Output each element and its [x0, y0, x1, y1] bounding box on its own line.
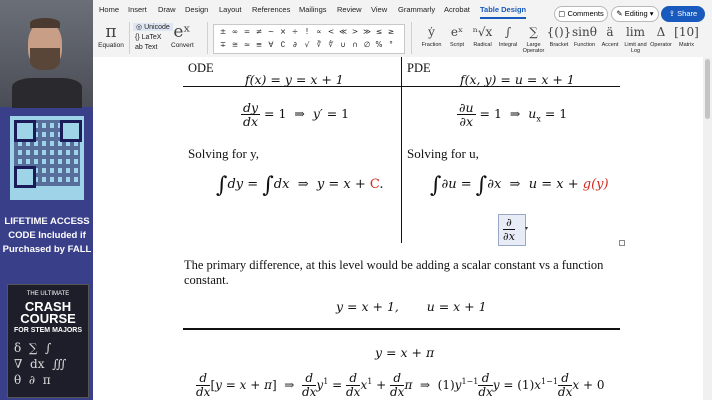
tab-references[interactable]: References — [252, 5, 291, 14]
text-label: Text — [144, 44, 158, 51]
structure-label: Radical — [473, 42, 492, 48]
tab-home[interactable]: Home — [99, 5, 120, 14]
equation-options-chevron-icon[interactable]: ▾ — [525, 226, 529, 232]
structure-label: Bracket — [549, 42, 569, 48]
structure-script-button[interactable] — [445, 22, 470, 48]
comments-label: Comments — [567, 9, 604, 18]
symbol-button[interactable]: ÷ — [291, 27, 299, 36]
script-icon: eˣ — [450, 25, 464, 39]
operator-icon: Δ — [656, 25, 666, 39]
structure-label: Fraction — [421, 42, 442, 48]
symbol-button[interactable]: < — [327, 27, 335, 36]
share-button[interactable] — [661, 6, 705, 22]
divider — [411, 22, 412, 54]
book-cover — [7, 284, 89, 398]
symbol-button[interactable]: > — [351, 27, 359, 36]
structure-label: Integral — [498, 42, 518, 48]
symbol-button[interactable]: ∀ — [268, 40, 274, 49]
symbols-gallery — [213, 24, 405, 54]
symbol-button[interactable]: ∞ — [231, 27, 239, 36]
structure-label: Limit and Log — [624, 42, 647, 54]
equation-label: Equation — [98, 42, 124, 49]
integral-icon: ∫ — [504, 25, 512, 39]
pencil-icon: ✎ — [616, 9, 625, 18]
ribbon — [93, 0, 712, 58]
pde-function: f(x, y) = u = x + 1 — [460, 72, 575, 87]
unicode-option[interactable]: ◎ Unicode — [133, 23, 173, 31]
symbol-button[interactable]: ∩ — [352, 40, 358, 49]
presenter-hair — [30, 18, 60, 28]
editing-label: Editing — [624, 9, 648, 18]
symbol-button[interactable]: ! — [305, 27, 309, 36]
table-column-divider — [401, 57, 402, 243]
fraction-icon: ẏ — [428, 25, 435, 39]
symbol-button[interactable]: ∁ — [280, 40, 286, 49]
symbol-button[interactable]: ∜ — [328, 40, 334, 49]
symbol-button[interactable]: ± — [219, 27, 227, 36]
chevron-down-icon: ▾ — [647, 9, 654, 18]
structure-operator-button[interactable] — [649, 22, 674, 48]
tab-view[interactable]: View — [371, 5, 388, 14]
ode-derivative: $\frac{dy}{dx}$ = 1 ⇒ y′ = 1 — [243, 100, 350, 129]
symbol-button[interactable]: ∛ — [316, 40, 322, 49]
symbol-button[interactable]: ∓ — [219, 40, 227, 49]
section-rule — [183, 328, 620, 330]
structure-label: Large Operator — [522, 42, 545, 54]
pde-integral: ∫∂u = ∫∂x ⇒ u = x + g(y) — [430, 173, 609, 198]
structure-matrix-button[interactable] — [674, 22, 699, 48]
pi-icon: π — [105, 22, 117, 42]
equation-edit-box[interactable] — [498, 214, 529, 246]
symbol-button[interactable]: ∅ — [363, 40, 371, 49]
body-paragraph: The primary difference, at this level would be adding a scalar constant vs a function constant. — [184, 258, 604, 287]
structure-label: Matrix — [679, 42, 694, 48]
comment-icon: ▢ — [558, 9, 568, 18]
convert-label: Convert — [171, 42, 194, 49]
convert-icon: eˣ — [173, 22, 191, 42]
tab-design[interactable]: Design — [185, 5, 209, 14]
book-cover-art: δ ∑ ∫ ∇ dx ∭ θ ∂ π — [14, 341, 67, 387]
pde-header: PDE — [407, 61, 431, 75]
structure-function-button[interactable] — [572, 22, 597, 48]
ode-integral: ∫dy = ∫dx ⇒ y = x + C. — [216, 173, 384, 198]
equation-button[interactable] — [97, 22, 125, 49]
symbol-button[interactable]: ≈ — [243, 40, 251, 49]
divider — [207, 22, 208, 54]
ode-header: ODE — [188, 61, 214, 75]
tab-grammarly[interactable]: Grammarly — [398, 5, 436, 14]
accent-icon: ä — [606, 25, 614, 39]
tab-mailings[interactable]: Mailings — [299, 5, 327, 14]
structure-large-operator-button[interactable] — [521, 22, 546, 54]
symbol-button[interactable]: ∝ — [316, 27, 322, 36]
pde-constant: g(y) — [582, 177, 609, 192]
function-icon: sinθ — [572, 25, 597, 39]
table-resize-handle[interactable] — [619, 240, 625, 246]
tab-insert[interactable]: Insert — [128, 5, 147, 14]
promo-sidebar — [0, 0, 93, 400]
text-option[interactable]: ab Text — [135, 44, 158, 51]
symbol-button[interactable]: √ — [304, 40, 310, 49]
presenter-beard — [30, 48, 60, 70]
symbol-button[interactable]: ° — [389, 40, 393, 49]
qr-finder-top-right — [60, 120, 82, 142]
ode-function: f(x) = y = x + 1 — [245, 72, 344, 87]
structure-radical-button[interactable] — [470, 22, 495, 48]
symbol-button[interactable]: ∪ — [340, 40, 346, 49]
presenter-shirt — [12, 78, 82, 108]
tab-acrobat[interactable]: Acrobat — [444, 5, 470, 14]
structure-accent-button[interactable] — [598, 22, 623, 48]
qr-finder-top-left — [14, 120, 36, 142]
equation-pi: y = x + π — [375, 345, 435, 360]
qr-code — [10, 116, 84, 200]
ode-constant: C — [369, 177, 380, 192]
bracket-icon: {()} — [546, 25, 572, 39]
matrix-icon: [10] — [674, 25, 699, 39]
symbol-button[interactable]: % — [375, 40, 383, 49]
book-title: CRASH COURSE — [20, 299, 76, 326]
share-label: Share — [677, 9, 698, 18]
promo-text: LIFETIME ACCESS CODE Included if Purchased by FALL — [2, 216, 92, 255]
symbol-button[interactable]: × — [279, 27, 287, 36]
structure-fraction-button[interactable] — [419, 22, 444, 48]
symbol-button[interactable]: ~ — [267, 27, 275, 36]
structure-limit-and-log-button[interactable] — [623, 22, 648, 54]
unicode-label: Unicode — [144, 24, 170, 31]
symbol-button[interactable]: ≥ — [387, 27, 395, 36]
comparison-equation: y = x + 1, u = x + 1 — [336, 299, 487, 314]
symbol-button[interactable]: ≪ — [339, 27, 347, 36]
symbol-button[interactable]: = — [243, 27, 251, 36]
partial-fraction: $\frac{\partial}{\partial x}$ — [503, 216, 515, 243]
symbol-button[interactable]: ≤ — [375, 27, 383, 36]
radical-icon: ⁿ√x — [472, 25, 493, 39]
tab-review[interactable]: Review — [337, 5, 362, 14]
symbol-button[interactable]: ≅ — [231, 40, 239, 49]
book-top-text: THE ULTIMATE — [26, 291, 70, 297]
tab-layout[interactable]: Layout — [219, 5, 242, 14]
webcam-feed — [0, 0, 93, 107]
share-icon: ⇪ — [668, 9, 678, 18]
tab-draw[interactable]: Draw — [158, 5, 176, 14]
divider — [129, 22, 130, 54]
symbol-button[interactable]: ∂ — [293, 40, 297, 49]
tab-table-design[interactable]: Table Design — [480, 5, 527, 14]
comments-button[interactable] — [554, 6, 608, 22]
structure-integral-button[interactable] — [496, 22, 521, 48]
book-subtitle: FOR STEM MAJORS — [13, 327, 83, 334]
structure-label: Function — [573, 42, 596, 48]
latex-label: LaTeX — [141, 34, 162, 41]
solving-pde-text: Solving for u, — [407, 146, 479, 161]
solving-ode-text: Solving for y, — [188, 146, 260, 161]
symbol-button[interactable]: ≡ — [255, 40, 263, 49]
structure-bracket-button[interactable] — [547, 22, 572, 48]
structure-label: Operator — [650, 42, 672, 48]
qr-finder-bottom-left — [14, 166, 36, 188]
limit-and-log-icon: lim — [625, 25, 646, 39]
structure-label: Script — [449, 42, 465, 48]
vertical-scrollbar[interactable] — [703, 57, 712, 400]
convert-button[interactable] — [171, 22, 193, 49]
editing-button[interactable] — [611, 6, 659, 22]
derivation-line: $\frac{d}{dx}$ [y = x + π] ⇒ $\frac{d}{dx}$ $y^1$ = $\frac{d}{dx}$ $x^1$ + $\frac{d}{dx}$ π ⇒ $(1)y^{1-1}$ $\frac{d}{dx}$ $y = (1)x^{1-1}$ $\frac{d}{dx}$ x + 0 — [196, 371, 605, 399]
scrollbar-thumb[interactable] — [705, 59, 710, 119]
symbol-button[interactable]: ≠ — [255, 27, 263, 36]
structure-label: Accent — [601, 42, 619, 48]
symbol-button[interactable]: ≫ — [363, 27, 371, 36]
large-operator-icon: ∑ — [529, 25, 538, 39]
latex-option[interactable]: {} LaTeX — [135, 34, 162, 41]
pde-derivative: $\frac{\partial u}{\partial x}$ = 1 ⇒ $u_x = 1$ — [459, 100, 568, 129]
